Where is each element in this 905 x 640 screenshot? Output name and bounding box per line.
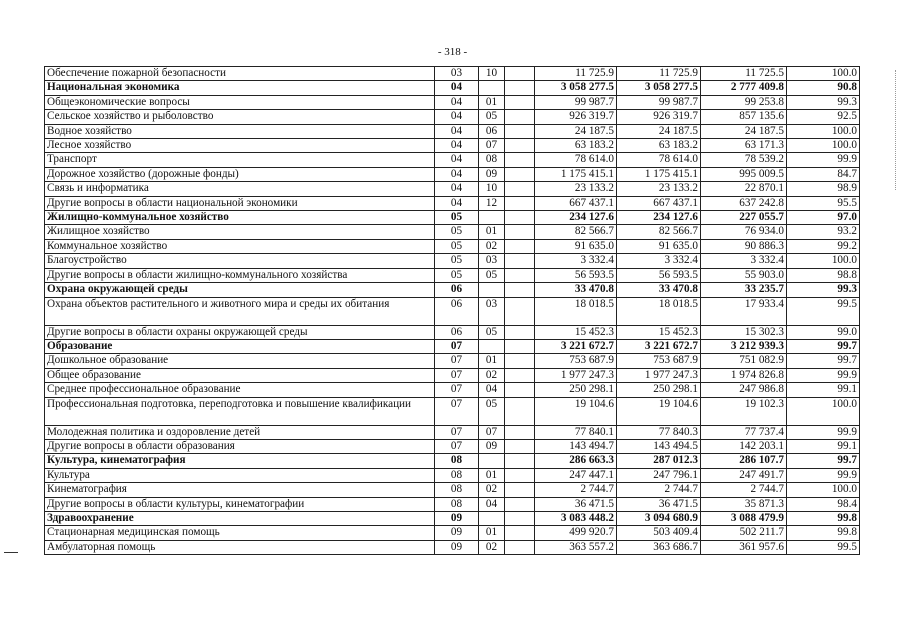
- execution-percent: 95.5: [787, 196, 860, 210]
- subsection-code: 05: [479, 268, 505, 282]
- section-code: 04: [435, 139, 479, 153]
- row-name: Благоустройство: [45, 254, 435, 268]
- table-row: [45, 239, 860, 253]
- approved-amount: 3 083 448.2: [535, 511, 617, 525]
- approved-amount: 499 920.7: [535, 526, 617, 540]
- table-row: [45, 483, 860, 497]
- empty-cell: [505, 468, 535, 482]
- table-body: [45, 67, 860, 555]
- refined-amount: 247 796.1: [617, 468, 701, 482]
- execution-percent: 99.8: [787, 526, 860, 540]
- table-row: [45, 397, 860, 425]
- executed-amount: 77 737.4: [701, 425, 787, 439]
- subsection-code: 01: [479, 354, 505, 368]
- execution-percent: 99.5: [787, 297, 860, 325]
- execution-percent: 97.0: [787, 211, 860, 225]
- refined-amount: 15 452.3: [617, 325, 701, 339]
- refined-amount: 24 187.5: [617, 124, 701, 138]
- row-name: Охрана объектов растительного и животного мира и среды их обитания: [45, 297, 435, 325]
- section-code: 07: [435, 425, 479, 439]
- subsection-code: 07: [479, 139, 505, 153]
- row-name: Лесное хозяйство: [45, 139, 435, 153]
- approved-amount: 99 987.7: [535, 95, 617, 109]
- row-name: Жилищно-коммунальное хозяйство: [45, 211, 435, 225]
- row-name: Дорожное хозяйство (дорожные фонды): [45, 167, 435, 181]
- section-code: 04: [435, 153, 479, 167]
- refined-amount: 91 635.0: [617, 239, 701, 253]
- table-row: [45, 454, 860, 468]
- refined-amount: 77 840.3: [617, 425, 701, 439]
- row-name: Другие вопросы в области охраны окружающей среды: [45, 325, 435, 339]
- subsection-code: 04: [479, 497, 505, 511]
- subsection-code: 06: [479, 124, 505, 138]
- executed-amount: 995 009.5: [701, 167, 787, 181]
- row-name: Профессиональная подготовка, переподготовка и повышение квалификации: [45, 397, 435, 425]
- budget-table: [44, 66, 860, 555]
- subsection-code: 09: [479, 439, 505, 453]
- table-row: [45, 153, 860, 167]
- empty-cell: [505, 325, 535, 339]
- execution-percent: 90.8: [787, 81, 860, 95]
- row-name: Другие вопросы в области жилищно-коммунального хозяйства: [45, 268, 435, 282]
- row-name: Транспорт: [45, 153, 435, 167]
- approved-amount: 3 221 672.7: [535, 339, 617, 353]
- row-name: Обеспечение пожарной безопасности: [45, 67, 435, 81]
- executed-amount: 22 870.1: [701, 182, 787, 196]
- executed-amount: 3 088 479.9: [701, 511, 787, 525]
- approved-amount: 82 566.7: [535, 225, 617, 239]
- empty-cell: [505, 268, 535, 282]
- section-code: 05: [435, 211, 479, 225]
- section-code: 03: [435, 67, 479, 81]
- table-row: [45, 81, 860, 95]
- table-row: [45, 95, 860, 109]
- execution-percent: 98.4: [787, 497, 860, 511]
- refined-amount: 1 175 415.1: [617, 167, 701, 181]
- refined-amount: 3 221 672.7: [617, 339, 701, 353]
- execution-percent: 92.5: [787, 110, 860, 124]
- executed-amount: 857 135.6: [701, 110, 787, 124]
- approved-amount: 23 133.2: [535, 182, 617, 196]
- table-row: [45, 297, 860, 325]
- executed-amount: 247 491.7: [701, 468, 787, 482]
- executed-amount: 142 203.1: [701, 439, 787, 453]
- subsection-code: 09: [479, 167, 505, 181]
- refined-amount: 23 133.2: [617, 182, 701, 196]
- execution-percent: 99.8: [787, 511, 860, 525]
- row-name: Дошкольное образование: [45, 354, 435, 368]
- row-name: Здравоохранение: [45, 511, 435, 525]
- empty-cell: [505, 81, 535, 95]
- subsection-code: [479, 454, 505, 468]
- section-code: 04: [435, 95, 479, 109]
- section-code: 07: [435, 368, 479, 382]
- table-row: [45, 67, 860, 81]
- execution-percent: 99.5: [787, 540, 860, 554]
- refined-amount: 250 298.1: [617, 383, 701, 397]
- approved-amount: 19 104.6: [535, 397, 617, 425]
- section-code: 05: [435, 239, 479, 253]
- section-code: 04: [435, 124, 479, 138]
- approved-amount: 36 471.5: [535, 497, 617, 511]
- subsection-code: 07: [479, 425, 505, 439]
- executed-amount: 247 986.8: [701, 383, 787, 397]
- section-code: 05: [435, 254, 479, 268]
- refined-amount: 926 319.7: [617, 110, 701, 124]
- execution-percent: 100.0: [787, 67, 860, 81]
- table-row: [45, 468, 860, 482]
- refined-amount: 36 471.5: [617, 497, 701, 511]
- execution-percent: 100.0: [787, 139, 860, 153]
- empty-cell: [505, 540, 535, 554]
- empty-cell: [505, 339, 535, 353]
- refined-amount: 18 018.5: [617, 297, 701, 325]
- refined-amount: 63 183.2: [617, 139, 701, 153]
- empty-cell: [505, 368, 535, 382]
- section-code: 04: [435, 182, 479, 196]
- refined-amount: 99 987.7: [617, 95, 701, 109]
- section-code: 04: [435, 196, 479, 210]
- table-row: [45, 511, 860, 525]
- subsection-code: 02: [479, 368, 505, 382]
- subsection-code: 04: [479, 383, 505, 397]
- section-code: 09: [435, 526, 479, 540]
- subsection-code: [479, 211, 505, 225]
- execution-percent: 99.1: [787, 439, 860, 453]
- subsection-code: 01: [479, 95, 505, 109]
- executed-amount: 361 957.6: [701, 540, 787, 554]
- execution-percent: 99.7: [787, 354, 860, 368]
- table-row: [45, 439, 860, 453]
- table-row: [45, 368, 860, 382]
- approved-amount: 753 687.9: [535, 354, 617, 368]
- execution-percent: 100.0: [787, 254, 860, 268]
- execution-percent: 93.2: [787, 225, 860, 239]
- row-name: Культура: [45, 468, 435, 482]
- execution-percent: 99.9: [787, 368, 860, 382]
- subsection-code: 03: [479, 297, 505, 325]
- executed-amount: 3 212 939.3: [701, 339, 787, 353]
- executed-amount: 24 187.5: [701, 124, 787, 138]
- table-row: [45, 182, 860, 196]
- row-name: Связь и информатика: [45, 182, 435, 196]
- section-code: 05: [435, 268, 479, 282]
- subsection-code: 03: [479, 254, 505, 268]
- refined-amount: 82 566.7: [617, 225, 701, 239]
- table-row: [45, 283, 860, 297]
- section-code: 08: [435, 454, 479, 468]
- execution-percent: 84.7: [787, 167, 860, 181]
- empty-cell: [505, 383, 535, 397]
- approved-amount: 250 298.1: [535, 383, 617, 397]
- executed-amount: 55 903.0: [701, 268, 787, 282]
- section-code: 09: [435, 540, 479, 554]
- row-name: Молодежная политика и оздоровление детей: [45, 425, 435, 439]
- approved-amount: 15 452.3: [535, 325, 617, 339]
- execution-percent: 99.3: [787, 283, 860, 297]
- empty-cell: [505, 196, 535, 210]
- table-row: [45, 110, 860, 124]
- empty-cell: [505, 526, 535, 540]
- subsection-code: 12: [479, 196, 505, 210]
- section-code: 07: [435, 383, 479, 397]
- refined-amount: 19 104.6: [617, 397, 701, 425]
- section-code: 08: [435, 483, 479, 497]
- row-name: Культура, кинематография: [45, 454, 435, 468]
- executed-amount: 2 744.7: [701, 483, 787, 497]
- subsection-code: 01: [479, 225, 505, 239]
- subsection-code: 10: [479, 182, 505, 196]
- empty-cell: [505, 425, 535, 439]
- approved-amount: 1 977 247.3: [535, 368, 617, 382]
- empty-cell: [505, 110, 535, 124]
- row-name: Коммунальное хозяйство: [45, 239, 435, 253]
- table-row: [45, 339, 860, 353]
- empty-cell: [505, 454, 535, 468]
- table-row: [45, 383, 860, 397]
- subsection-code: 01: [479, 468, 505, 482]
- empty-cell: [505, 167, 535, 181]
- table-row: [45, 124, 860, 138]
- table-row: [45, 425, 860, 439]
- section-code: 07: [435, 354, 479, 368]
- row-name: Другие вопросы в области культуры, кинематографии: [45, 497, 435, 511]
- refined-amount: 33 470.8: [617, 283, 701, 297]
- empty-cell: [505, 211, 535, 225]
- executed-amount: 3 332.4: [701, 254, 787, 268]
- page-number: - 318 -: [437, 46, 468, 58]
- row-name: Охрана окружающей среды: [45, 283, 435, 297]
- approved-amount: 3 332.4: [535, 254, 617, 268]
- approved-amount: 56 593.5: [535, 268, 617, 282]
- section-code: 05: [435, 225, 479, 239]
- executed-amount: 2 777 409.8: [701, 81, 787, 95]
- approved-amount: 63 183.2: [535, 139, 617, 153]
- approved-amount: 363 557.2: [535, 540, 617, 554]
- edge-dots: [895, 70, 897, 190]
- table-row: [45, 196, 860, 210]
- empty-cell: [505, 67, 535, 81]
- execution-percent: 99.7: [787, 454, 860, 468]
- executed-amount: 751 082.9: [701, 354, 787, 368]
- subsection-code: 05: [479, 110, 505, 124]
- execution-percent: 99.9: [787, 468, 860, 482]
- empty-cell: [505, 439, 535, 453]
- table-row: [45, 167, 860, 181]
- empty-cell: [505, 182, 535, 196]
- table-row: [45, 254, 860, 268]
- executed-amount: 15 302.3: [701, 325, 787, 339]
- subsection-code: 05: [479, 325, 505, 339]
- table-row: [45, 225, 860, 239]
- row-name: Сельское хозяйство и рыболовство: [45, 110, 435, 124]
- margin-mark: [4, 552, 18, 553]
- table-row: [45, 139, 860, 153]
- approved-amount: 143 494.7: [535, 439, 617, 453]
- subsection-code: [479, 511, 505, 525]
- table-row: [45, 211, 860, 225]
- approved-amount: 926 319.7: [535, 110, 617, 124]
- execution-percent: 99.3: [787, 95, 860, 109]
- execution-percent: 98.9: [787, 182, 860, 196]
- executed-amount: 1 974 826.8: [701, 368, 787, 382]
- approved-amount: 2 744.7: [535, 483, 617, 497]
- subsection-code: 05: [479, 397, 505, 425]
- refined-amount: 143 494.5: [617, 439, 701, 453]
- empty-cell: [505, 297, 535, 325]
- section-code: 04: [435, 167, 479, 181]
- section-code: 06: [435, 325, 479, 339]
- execution-percent: 98.8: [787, 268, 860, 282]
- row-name: Общее образование: [45, 368, 435, 382]
- executed-amount: 90 886.3: [701, 239, 787, 253]
- subsection-code: [479, 81, 505, 95]
- table-row: [45, 526, 860, 540]
- table-row: [45, 268, 860, 282]
- empty-cell: [505, 124, 535, 138]
- executed-amount: 78 539.2: [701, 153, 787, 167]
- execution-percent: 100.0: [787, 397, 860, 425]
- refined-amount: 3 094 680.9: [617, 511, 701, 525]
- row-name: Амбулаторная помощь: [45, 540, 435, 554]
- section-code: 08: [435, 497, 479, 511]
- empty-cell: [505, 225, 535, 239]
- refined-amount: 503 409.4: [617, 526, 701, 540]
- subsection-code: [479, 339, 505, 353]
- executed-amount: 33 235.7: [701, 283, 787, 297]
- executed-amount: 17 933.4: [701, 297, 787, 325]
- refined-amount: 2 744.7: [617, 483, 701, 497]
- row-name: Общеэкономические вопросы: [45, 95, 435, 109]
- row-name: Среднее профессиональное образование: [45, 383, 435, 397]
- approved-amount: 1 175 415.1: [535, 167, 617, 181]
- execution-percent: 99.1: [787, 383, 860, 397]
- row-name: Стационарная медицинская помощь: [45, 526, 435, 540]
- execution-percent: 99.2: [787, 239, 860, 253]
- approved-amount: 247 447.1: [535, 468, 617, 482]
- approved-amount: 234 127.6: [535, 211, 617, 225]
- subsection-code: 02: [479, 239, 505, 253]
- empty-cell: [505, 511, 535, 525]
- refined-amount: 753 687.9: [617, 354, 701, 368]
- refined-amount: 11 725.9: [617, 67, 701, 81]
- empty-cell: [505, 483, 535, 497]
- executed-amount: 502 211.7: [701, 526, 787, 540]
- section-code: 06: [435, 283, 479, 297]
- refined-amount: 3 058 277.5: [617, 81, 701, 95]
- refined-amount: 56 593.5: [617, 268, 701, 282]
- refined-amount: 234 127.6: [617, 211, 701, 225]
- empty-cell: [505, 239, 535, 253]
- subsection-code: 10: [479, 67, 505, 81]
- row-name: Национальная экономика: [45, 81, 435, 95]
- empty-cell: [505, 95, 535, 109]
- section-code: 07: [435, 439, 479, 453]
- execution-percent: 99.9: [787, 153, 860, 167]
- empty-cell: [505, 254, 535, 268]
- section-code: 04: [435, 110, 479, 124]
- refined-amount: 3 332.4: [617, 254, 701, 268]
- executed-amount: 19 102.3: [701, 397, 787, 425]
- empty-cell: [505, 354, 535, 368]
- table-row: [45, 354, 860, 368]
- approved-amount: 11 725.9: [535, 67, 617, 81]
- row-name: Образование: [45, 339, 435, 353]
- refined-amount: 1 977 247.3: [617, 368, 701, 382]
- section-code: 07: [435, 397, 479, 425]
- executed-amount: 76 934.0: [701, 225, 787, 239]
- subsection-code: 02: [479, 483, 505, 497]
- execution-percent: 99.7: [787, 339, 860, 353]
- row-name: Другие вопросы в области национальной экономики: [45, 196, 435, 210]
- empty-cell: [505, 283, 535, 297]
- approved-amount: 24 187.5: [535, 124, 617, 138]
- section-code: 04: [435, 81, 479, 95]
- section-code: 06: [435, 297, 479, 325]
- refined-amount: 363 686.7: [617, 540, 701, 554]
- table-row: [45, 325, 860, 339]
- table-row: [45, 497, 860, 511]
- table-row: [45, 540, 860, 554]
- approved-amount: 78 614.0: [535, 153, 617, 167]
- approved-amount: 91 635.0: [535, 239, 617, 253]
- empty-cell: [505, 497, 535, 511]
- executed-amount: 35 871.3: [701, 497, 787, 511]
- empty-cell: [505, 397, 535, 425]
- approved-amount: 18 018.5: [535, 297, 617, 325]
- section-code: 09: [435, 511, 479, 525]
- subsection-code: 01: [479, 526, 505, 540]
- executed-amount: 11 725.5: [701, 67, 787, 81]
- section-code: 07: [435, 339, 479, 353]
- execution-percent: 100.0: [787, 124, 860, 138]
- subsection-code: 02: [479, 540, 505, 554]
- subsection-code: 08: [479, 153, 505, 167]
- approved-amount: 286 663.3: [535, 454, 617, 468]
- refined-amount: 78 614.0: [617, 153, 701, 167]
- row-name: Жилищное хозяйство: [45, 225, 435, 239]
- approved-amount: 77 840.1: [535, 425, 617, 439]
- row-name: Другие вопросы в области образования: [45, 439, 435, 453]
- execution-percent: 99.9: [787, 425, 860, 439]
- section-code: 08: [435, 468, 479, 482]
- approved-amount: 667 437.1: [535, 196, 617, 210]
- empty-cell: [505, 139, 535, 153]
- row-name: Кинематография: [45, 483, 435, 497]
- refined-amount: 667 437.1: [617, 196, 701, 210]
- refined-amount: 287 012.3: [617, 454, 701, 468]
- approved-amount: 3 058 277.5: [535, 81, 617, 95]
- subsection-code: [479, 283, 505, 297]
- empty-cell: [505, 153, 535, 167]
- execution-percent: 100.0: [787, 483, 860, 497]
- row-name: Водное хозяйство: [45, 124, 435, 138]
- executed-amount: 63 171.3: [701, 139, 787, 153]
- executed-amount: 286 107.7: [701, 454, 787, 468]
- execution-percent: 99.0: [787, 325, 860, 339]
- executed-amount: 227 055.7: [701, 211, 787, 225]
- approved-amount: 33 470.8: [535, 283, 617, 297]
- executed-amount: 637 242.8: [701, 196, 787, 210]
- executed-amount: 99 253.8: [701, 95, 787, 109]
